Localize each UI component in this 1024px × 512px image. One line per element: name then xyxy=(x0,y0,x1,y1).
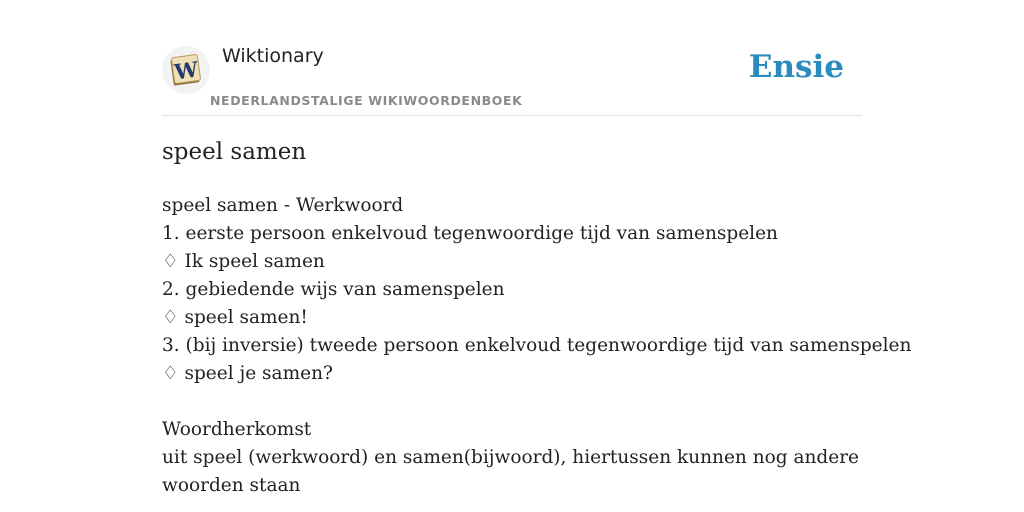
etymology-heading: Woordherkomst xyxy=(162,419,312,440)
example-line: ♢ speel je samen? xyxy=(162,363,333,384)
wiktionary-tile-icon xyxy=(169,53,203,87)
definition-line: 2. gebiedende wijs van samenspelen xyxy=(162,279,505,300)
svg-text:W: W xyxy=(172,56,200,85)
definition-line: 3. (bij inversie) tweede persoon enkelvoud tegenwoordige tijd van samenspelen xyxy=(162,335,912,356)
brand-logo-link[interactable]: Ensie xyxy=(748,49,844,85)
example-line: ♢ Ik speel samen xyxy=(162,251,325,272)
page-title: speel samen xyxy=(162,139,307,165)
etymology-text: uit speel (werkwoord) en samen(bijwoord), hiertussen kunnen nog andere woorden staan xyxy=(162,447,859,496)
page xyxy=(162,0,912,512)
site-subtitle: NEDERLANDSTALIGE WIKIWOORDENBOEK xyxy=(210,93,523,108)
site-title[interactable]: Wiktionary xyxy=(222,45,324,67)
entry-content xyxy=(162,192,912,500)
example-line: ♢ speel samen! xyxy=(162,307,308,328)
definition-line: 1. eerste persoon enkelvoud tegenwoordige tijd van samenspelen xyxy=(162,223,778,244)
spacer xyxy=(162,388,862,416)
entry-heading: speel samen - Werkwoord xyxy=(162,195,404,216)
site-header xyxy=(162,0,862,116)
wiktionary-logo-icon[interactable] xyxy=(162,46,210,94)
